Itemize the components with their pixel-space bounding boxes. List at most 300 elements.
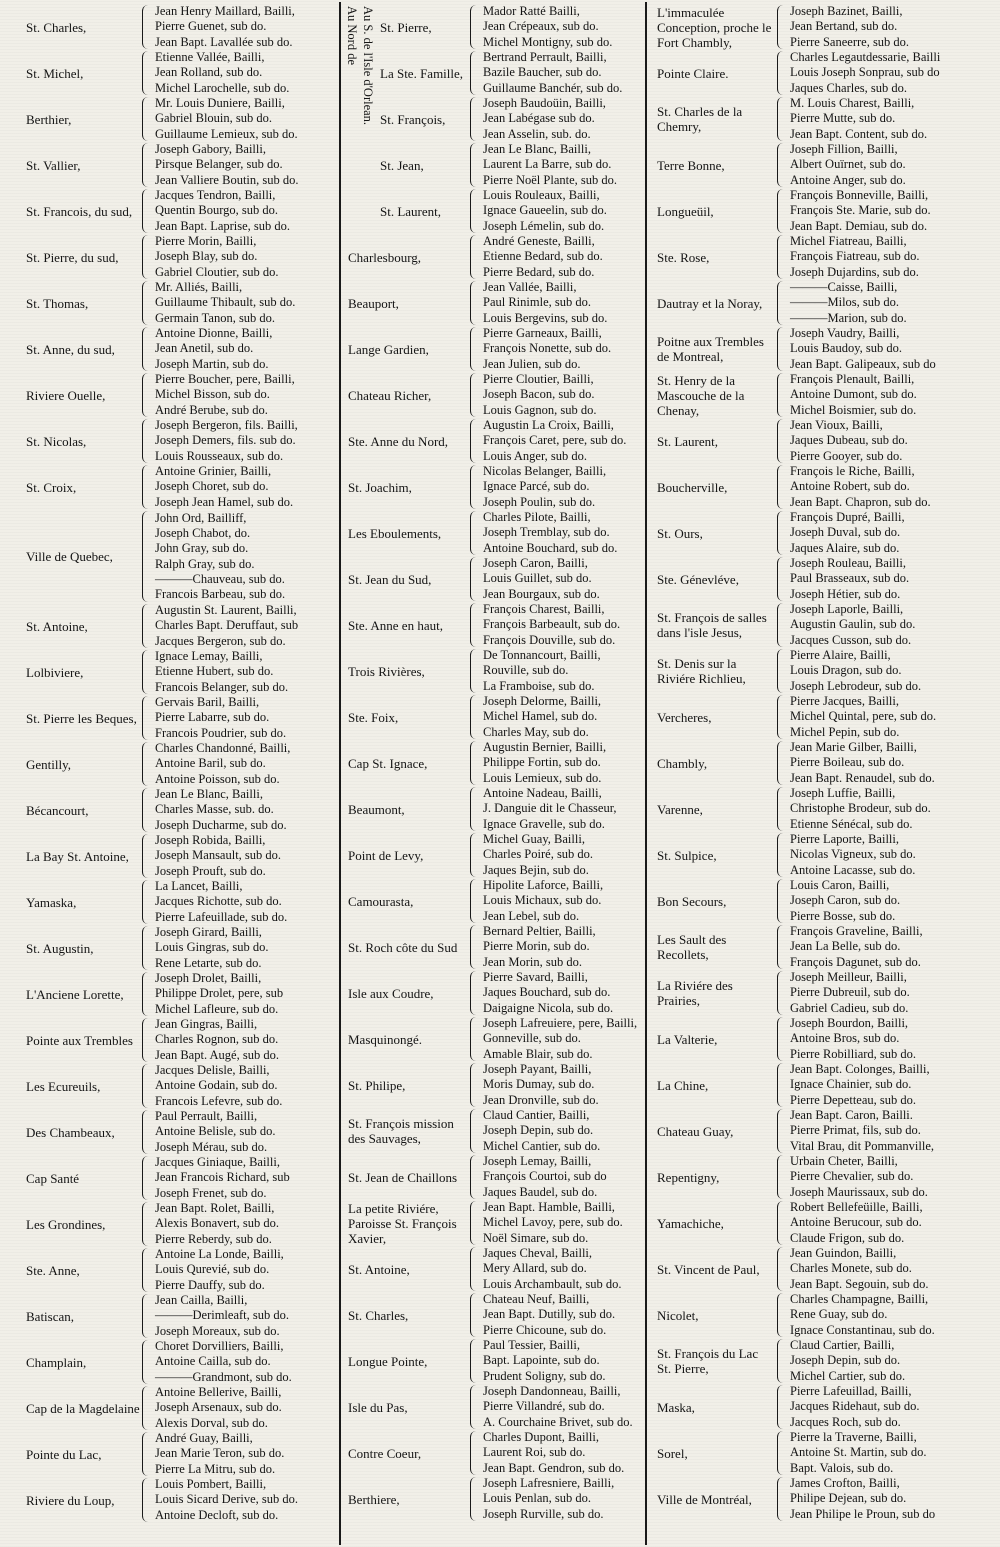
parish-entry: [645, 878, 997, 924]
officer-name: Pierre Saneerre, sub do.: [790, 34, 910, 49]
brace: [777, 465, 786, 509]
parish-name: Les Sault des Recollets,: [657, 932, 727, 962]
parish-name: St. François de salles dans l'isle Jesus,: [657, 610, 767, 640]
officer-name: Germain Tanon, sub do.: [155, 310, 276, 325]
brace: [142, 511, 151, 602]
officer-name: Francois Belanger, sub do.: [155, 679, 289, 694]
officer-name: ———Caisse, Bailli,: [790, 280, 898, 295]
officer-name: Louis Guillet, sub do.: [483, 571, 592, 586]
officer-name: Antoine Baril, sub do.: [155, 756, 266, 771]
brace: [470, 557, 479, 601]
parish-name: Pointe aux Trembles: [26, 1032, 133, 1048]
officer-name: John Ord, Bailliff,: [155, 510, 247, 525]
brace: [777, 1247, 786, 1291]
parish-name: St. Augustin,: [26, 940, 94, 956]
officer-name: Jean Bapt. Galipeaux, sub do: [790, 356, 936, 371]
parish-name: Ste. Anne en haut,: [348, 617, 443, 633]
brace: [142, 696, 151, 740]
officer-name: Pierre Chicoune, sub do.: [483, 1322, 607, 1337]
officer-name: Pierre Lafeuillad, Bailli,: [790, 1384, 912, 1399]
parish-name: St. Antoine,: [348, 1261, 410, 1277]
parish-name: Chateau Richer,: [348, 387, 432, 403]
officer-name: Joseph Rurville, sub do.: [483, 1506, 604, 1521]
officer-name: Jean Cailla, Bailli,: [155, 1293, 248, 1308]
officer-name: Jean Bapt. Hamble, Bailli,: [483, 1200, 615, 1215]
officer-list: [790, 1062, 930, 1108]
parish-name: Gentilly,: [26, 756, 72, 772]
officer-name: Bernard Peltier, Bailli,: [483, 924, 596, 939]
parish-entry: [340, 1476, 645, 1522]
officer-name: Louis Archambault, sub do.: [483, 1276, 622, 1291]
officer-list: [155, 1063, 282, 1109]
parish-entry: [645, 1062, 997, 1108]
parish-entry: [0, 326, 340, 372]
officer-list: [483, 1384, 633, 1430]
parish-entry: [645, 694, 997, 740]
officer-list: [790, 648, 921, 694]
officer-name: Claud Cartier, Bailli,: [790, 1338, 895, 1353]
officer-name: Laurent La Barre, sub do.: [483, 157, 612, 172]
officer-name: Charles Rognon, sub do.: [155, 1032, 279, 1047]
officer-name: Joseph Drolet, Bailli,: [155, 971, 262, 986]
parish-name: Boucherville,: [657, 479, 728, 495]
parish-entry: [0, 603, 340, 649]
parish-entry: [0, 1385, 340, 1431]
officer-name: Pierre Noël Plante, sub do.: [483, 172, 618, 187]
parish-entry: [645, 188, 997, 234]
parish-entry: [645, 1246, 997, 1292]
officer-list: [483, 326, 611, 372]
officer-name: Jaques Charles, sub do.: [790, 80, 907, 95]
parish-name: Ville de Quebec,: [26, 549, 113, 564]
parish-name: St. Charles de la Chemry,: [657, 104, 743, 134]
officer-list: [790, 694, 936, 740]
parish-name: St. Denis sur la Riviére Richlieu,: [657, 656, 746, 686]
parish-entry: [645, 740, 997, 786]
officer-name: Etienne Sénécal, sub do.: [790, 816, 913, 831]
parish-entry: [340, 1338, 645, 1384]
officer-name: ———Grandmont, sub do.: [155, 1369, 292, 1384]
brace: [470, 143, 479, 187]
officer-list: [155, 464, 293, 510]
officer-name: François Barbeault, sub do.: [483, 617, 621, 632]
officer-name: Ignace Lemay, Bailli,: [155, 649, 263, 664]
officer-name: Pierre Morin, sub do.: [483, 939, 590, 954]
officer-name: Louis Michaux, sub do.: [483, 893, 602, 908]
officer-name: Joseph Depin, sub do.: [790, 1353, 901, 1368]
brace: [142, 189, 151, 233]
officer-name: Joseph Tremblay, sub do.: [483, 525, 610, 540]
parish-entry: [0, 879, 340, 925]
officer-list: [155, 925, 269, 971]
officer-name: M. Louis Charest, Bailli,: [790, 96, 915, 111]
parish-name: Ville de Montréal,: [657, 1491, 752, 1507]
parish-entry: [645, 4, 997, 50]
brace: [470, 1155, 479, 1199]
officer-name: Jean Bourgaux, sub do.: [483, 586, 600, 601]
officer-list: [483, 96, 606, 142]
officer-name: Guillaume Banchér, sub do.: [483, 80, 623, 95]
brace: [777, 603, 786, 647]
brace: [470, 5, 479, 49]
officer-name: Pierre Villandré, sub do.: [483, 1399, 605, 1414]
officer-name: Louis Rousseaux, sub do.: [155, 448, 284, 463]
officer-list: [483, 510, 617, 556]
parish-name: St. Croix,: [26, 479, 77, 495]
officer-name: Louis Gagnon, sub do.: [483, 402, 597, 417]
officer-name: John Gray, sub do.: [155, 541, 249, 556]
officer-name: Jean Bapt. Demiau, sub do.: [790, 218, 928, 233]
officer-list: [155, 787, 287, 833]
parish-name: L'Anciene Lorette,: [26, 986, 124, 1002]
officer-name: Joseph Lebrodeur, sub do.: [790, 678, 922, 693]
officer-name: Joseph Lemay, Bailli,: [483, 1154, 592, 1169]
officer-list: [483, 694, 601, 740]
brace: [777, 879, 786, 923]
officer-name: James Crofton, Bailli,: [790, 1476, 900, 1491]
parish-name: Charlesbourg,: [348, 249, 422, 265]
officer-name: Chateau Neuf, Bailli,: [483, 1292, 590, 1307]
officer-name: Jean Bapt. Laprise, sub do.: [155, 218, 291, 233]
officer-name: Jacques Ridehaut, sub do.: [790, 1399, 920, 1414]
brace: [470, 327, 479, 371]
officer-name: Antoine Bellerive, Bailli,: [155, 1385, 282, 1400]
parish-entry: [0, 1155, 340, 1201]
officer-name: Pierre Chevalier, sub do.: [790, 1169, 914, 1184]
officer-list: [483, 418, 626, 464]
parish-name: Les Grondines,: [26, 1216, 106, 1232]
parish-entry: [340, 648, 645, 694]
officer-list: [483, 1062, 599, 1108]
officer-name: Charles Bapt. Deruffaut, sub: [155, 618, 299, 633]
officer-name: Jean Valliere Boutin, sub do.: [155, 172, 299, 187]
officer-name: François le Riche, Bailli,: [790, 464, 915, 479]
officer-name: Bazile Baucher, sub do.: [483, 65, 602, 80]
officer-name: Jean Rolland, sub do.: [155, 65, 263, 80]
officer-name: Mery Allard, sub do.: [483, 1261, 587, 1276]
officer-name: Joseph Fillion, Bailli,: [790, 142, 898, 157]
parish-name: Ste. Foix,: [348, 709, 399, 725]
officer-list: [483, 372, 597, 418]
officer-name: Jaques Bouchard, sub do.: [483, 985, 611, 1000]
brace: [142, 327, 151, 371]
parish-entry: [376, 50, 645, 96]
parish-entry: [340, 1200, 645, 1246]
brace: [470, 649, 479, 693]
parish-name: St. Francois, du sud,: [26, 203, 133, 219]
officer-name: Jaques Baudel, sub do.: [483, 1184, 598, 1199]
officer-name: Ignace Chainier, sub do.: [790, 1077, 912, 1092]
officer-name: Joseph Lafresniere, Bailli,: [483, 1476, 615, 1491]
officer-list: [155, 879, 287, 925]
officer-list: [155, 142, 299, 188]
officer-name: Jacques Roch, sub do.: [790, 1414, 901, 1429]
parish-entry: [376, 188, 645, 234]
parish-name: Longue Pointe,: [348, 1353, 428, 1369]
officer-list: [790, 1154, 928, 1200]
officer-name: Nicolas Vigneux, sub do.: [790, 847, 916, 862]
officer-list: [483, 1108, 600, 1154]
officer-name: Michel Larochelle, sub do.: [155, 80, 290, 95]
parish-name: Beauport,: [348, 295, 399, 311]
parish-entry: [0, 188, 340, 234]
parish-entry: [0, 280, 340, 326]
officer-name: Antoine Dumont, sub do.: [790, 387, 917, 402]
officer-name: Joseph Baudoüin, Bailli,: [483, 96, 606, 111]
officer-name: Ignace Constantinau, sub do.: [790, 1322, 935, 1337]
parish-entry: [340, 602, 645, 648]
parish-name: Ste. Anne,: [26, 1262, 80, 1278]
parish-name: St. Roch côte du Sud: [348, 939, 458, 955]
parish-name: St. Pierre,: [380, 19, 432, 35]
parish-name: La petite Riviére, Paroisse St. François Xavier,: [348, 1200, 457, 1246]
brace: [777, 1063, 786, 1107]
officer-name: Joseph Dujardins, sub do.: [790, 264, 919, 279]
officer-name: Mr. Alliés, Bailli,: [155, 280, 243, 295]
parish-name: La Ste. Famille,: [380, 65, 464, 81]
brace: [142, 1478, 151, 1522]
brace: [470, 373, 479, 417]
officer-list: [483, 1154, 607, 1200]
officer-name: Paul Tessier, Bailli,: [483, 1338, 580, 1353]
officer-name: Louis Lemieux, sub do.: [483, 770, 602, 785]
parish-entry: [645, 1154, 997, 1200]
officer-list: [790, 832, 916, 878]
officer-name: Jacques Cusson, sub do.: [790, 632, 912, 647]
parish-entry: [645, 50, 997, 96]
parish-name: Les Eboulements,: [348, 525, 442, 541]
officer-name: Jean Francois Richard, sub: [155, 1170, 290, 1185]
parish-entry: [645, 970, 997, 1016]
officer-name: Louis Gingras, sub do.: [155, 940, 269, 955]
officer-name: Joseph Dandonneau, Bailli,: [483, 1384, 621, 1399]
parish-entry: [645, 1292, 997, 1338]
officer-name: Pierre Morin, Bailli,: [155, 234, 257, 249]
officer-list: [790, 510, 905, 556]
officer-name: Hipolite Laforce, Bailli,: [483, 878, 604, 893]
brace: [142, 465, 151, 509]
officer-name: Pierre Gooyer, sub do.: [790, 448, 903, 463]
parish-entry: [0, 695, 340, 741]
brace: [470, 741, 479, 785]
parish-name: La Chine,: [657, 1077, 709, 1093]
officer-name: Jean Gingras, Bailli,: [155, 1017, 258, 1032]
brace: [470, 1063, 479, 1107]
vertical-heading-line: Au Nord de: [345, 6, 359, 66]
brace: [470, 1339, 479, 1383]
officer-name: Ignace Parcé, sub do.: [483, 479, 590, 494]
officer-name: Jean Marie Teron, sub do.: [155, 1446, 285, 1461]
parish-entry: [340, 740, 645, 786]
officer-name: Gonneville, sub do.: [483, 1031, 581, 1046]
officer-name: Joseph Choret, sub do.: [155, 479, 269, 494]
parish-entry: [340, 1430, 645, 1476]
parish-name: Chambly,: [657, 755, 708, 771]
officer-name: Jean Bapt. Lavallée sub do.: [155, 34, 293, 49]
officer-name: Jacques Richotte, sub do.: [155, 894, 282, 909]
brace: [777, 925, 786, 969]
parish-entry: [0, 971, 340, 1017]
brace: [470, 1385, 479, 1429]
officer-name: Pierre Bedard, sub do.: [483, 264, 595, 279]
brace: [777, 1201, 786, 1245]
officer-name: François Douville, sub do.: [483, 632, 616, 647]
brace: [777, 649, 786, 693]
officer-list: [790, 1108, 934, 1154]
brace: [470, 97, 479, 141]
parish-name: Ste. Génevléve,: [657, 571, 739, 587]
officer-name: La Framboise, sub do.: [483, 678, 595, 693]
officer-name: Jacques Giniaque, Bailli,: [155, 1155, 280, 1170]
parish-name: Ste. Anne du Nord,: [348, 433, 449, 449]
brace: [142, 5, 151, 49]
parish-name: St. Michel,: [26, 65, 84, 81]
brace: [777, 1293, 786, 1337]
officer-list: [483, 1246, 622, 1292]
officer-list: [483, 234, 603, 280]
officer-name: Louis Pombert, Bailli,: [155, 1477, 267, 1492]
officer-list: [155, 603, 298, 649]
parish-name: St. Charles,: [26, 19, 87, 35]
officer-name: Rene Letarte, sub do.: [155, 955, 262, 970]
parish-name: Maska,: [657, 1399, 695, 1415]
officer-name: Charles Pilote, Bailli,: [483, 510, 591, 525]
brace: [777, 1339, 786, 1383]
officer-name: Alexis Dorval, sub do.: [155, 1415, 268, 1430]
officer-name: Pierre Reberdy, sub do.: [155, 1231, 272, 1246]
parish-entry: [645, 1384, 997, 1430]
parish-entry: [340, 234, 645, 280]
parish-name: Yamaska,: [26, 894, 77, 910]
officer-name: Christophe Brodeur, sub do.: [790, 801, 931, 816]
parish-name: Des Chambeaux,: [26, 1124, 115, 1140]
officer-name: Joseph Blay, sub do.: [155, 249, 258, 264]
parish-name: St. Jean de Chaillons: [348, 1169, 458, 1185]
officer-name: Jean Le Blanc, Bailli,: [155, 787, 263, 802]
officer-name: Paul Rinimle, sub do.: [483, 295, 591, 310]
officer-name: Louis Bergevins, sub do.: [483, 310, 608, 325]
officer-name: Rouville, sub do.: [483, 663, 569, 678]
officer-list: [155, 1477, 298, 1523]
parish-name: Riviere du Loup,: [26, 1492, 115, 1508]
officer-name: Louis Sicard Derive, sub do.: [155, 1492, 299, 1507]
officer-name: Antoine Godain, sub do.: [155, 1078, 278, 1093]
parish-name: Sorel,: [657, 1445, 688, 1461]
officer-name: François Plenault, Bailli,: [790, 372, 915, 387]
parish-name: Champlain,: [26, 1354, 87, 1370]
officer-name: Joseph Payant, Bailli,: [483, 1062, 592, 1077]
officer-list: [790, 464, 931, 510]
brace: [470, 1293, 479, 1337]
officer-list: [155, 1155, 290, 1201]
officer-list: [155, 418, 298, 464]
officer-name: Joseph Ducharme, sub do.: [155, 817, 287, 832]
officer-name: Joseph Meilleur, Bailli,: [790, 970, 907, 985]
parish-entry: [645, 1200, 997, 1246]
brace: [142, 1432, 151, 1476]
officer-name: Pierre la Traverne, Bailli,: [790, 1430, 917, 1445]
officer-name: Pierre Bosse, sub do.: [790, 908, 896, 923]
parish-name: St. Sulpice,: [657, 847, 717, 863]
officer-name: Michel Fiatreau, Bailli,: [790, 234, 907, 249]
parish-entry: [645, 418, 997, 464]
officer-name: François Caret, pere, sub do.: [483, 433, 627, 448]
parish-entry: [340, 1292, 645, 1338]
parish-entry: [340, 418, 645, 464]
brace: [777, 97, 786, 141]
officer-list: [790, 924, 923, 970]
parish-name: St. François mission des Sauvages,: [348, 1116, 454, 1146]
officer-name: Antoine Anger, sub do.: [790, 172, 906, 187]
officer-name: Michel Hamel, sub do.: [483, 709, 598, 724]
parish-entry: [645, 234, 997, 280]
parish-name: Beaumont,: [348, 801, 405, 817]
parish-name: Dautray et la Noray,: [657, 295, 763, 311]
officer-name: Joseph Mérau, sub do.: [155, 1139, 268, 1154]
officer-name: Michel Bisson, sub do.: [155, 387, 270, 402]
officer-name: Pierre Garneaux, Bailli,: [483, 326, 602, 341]
officer-name: Joseph Arsenaux, sub do.: [155, 1400, 282, 1415]
brace: [470, 235, 479, 279]
officer-name: Charles Champagne, Bailli,: [790, 1292, 929, 1307]
officer-name: Joseph Bergeron, fils. Bailli,: [155, 418, 298, 433]
officer-name: Antoine La Londe, Bailli,: [155, 1247, 284, 1262]
parish-entry: [0, 1339, 340, 1385]
brace: [142, 1110, 151, 1154]
brace: [777, 833, 786, 877]
parish-name: Cap Santé: [26, 1170, 80, 1186]
officer-name: Jaques Bejin, sub do.: [483, 862, 589, 877]
parish-entry: [0, 372, 340, 418]
parish-entry: [645, 1476, 997, 1522]
vertical-heading-line: Au S. de l'Isle d'Orlean.: [361, 6, 375, 126]
officer-name: André Guay, Bailli,: [155, 1431, 253, 1446]
parish-name: La Valterie,: [657, 1031, 718, 1047]
brace: [470, 787, 479, 831]
officer-name: Michel Lafleure, sub do.: [155, 1001, 279, 1016]
officer-list: [790, 1430, 926, 1476]
officer-list: [790, 1384, 920, 1430]
officer-list: [483, 1430, 624, 1476]
officer-name: A. Courchaine Brivet, sub do.: [483, 1414, 633, 1429]
brace: [777, 1385, 786, 1429]
parish-name: Nicolet,: [657, 1307, 699, 1323]
officer-list: [483, 464, 606, 510]
officer-name: Louis Dragon, sub do.: [790, 663, 902, 678]
officer-name: Michel Cantier, sub do.: [483, 1138, 601, 1153]
officer-name: De Tonnancourt, Bailli,: [483, 648, 601, 663]
officer-name: ———Chauveau, sub do.: [155, 571, 285, 586]
officer-name: Jean Dronville, sub do.: [483, 1092, 599, 1107]
brace: [777, 51, 786, 95]
brace: [777, 971, 786, 1015]
officer-name: Joseph Mansault, sub do.: [155, 848, 282, 863]
officer-name: Pierre Boucher, pere, Bailli,: [155, 372, 295, 387]
parish-name: St. Joachim,: [348, 479, 412, 495]
parish-entry: [0, 96, 340, 142]
parish-entry: [0, 418, 340, 464]
officer-name: Etienne Vallée, Bailli,: [155, 50, 265, 65]
officer-name: Antoine Dionne, Bailli,: [155, 326, 273, 341]
officer-name: J. Danguie dit le Chasseur,: [483, 801, 617, 816]
parish-entry: [0, 787, 340, 833]
parish-entry: [0, 1477, 340, 1523]
officer-name: Antoine Bros, sub do.: [790, 1031, 900, 1046]
officer-name: Jean Vallée, Bailli,: [483, 280, 577, 295]
officer-list: [155, 280, 295, 326]
officer-name: Louis Caron, Bailli,: [790, 878, 890, 893]
officer-name: Bapt. Valois, sub do.: [790, 1460, 894, 1475]
